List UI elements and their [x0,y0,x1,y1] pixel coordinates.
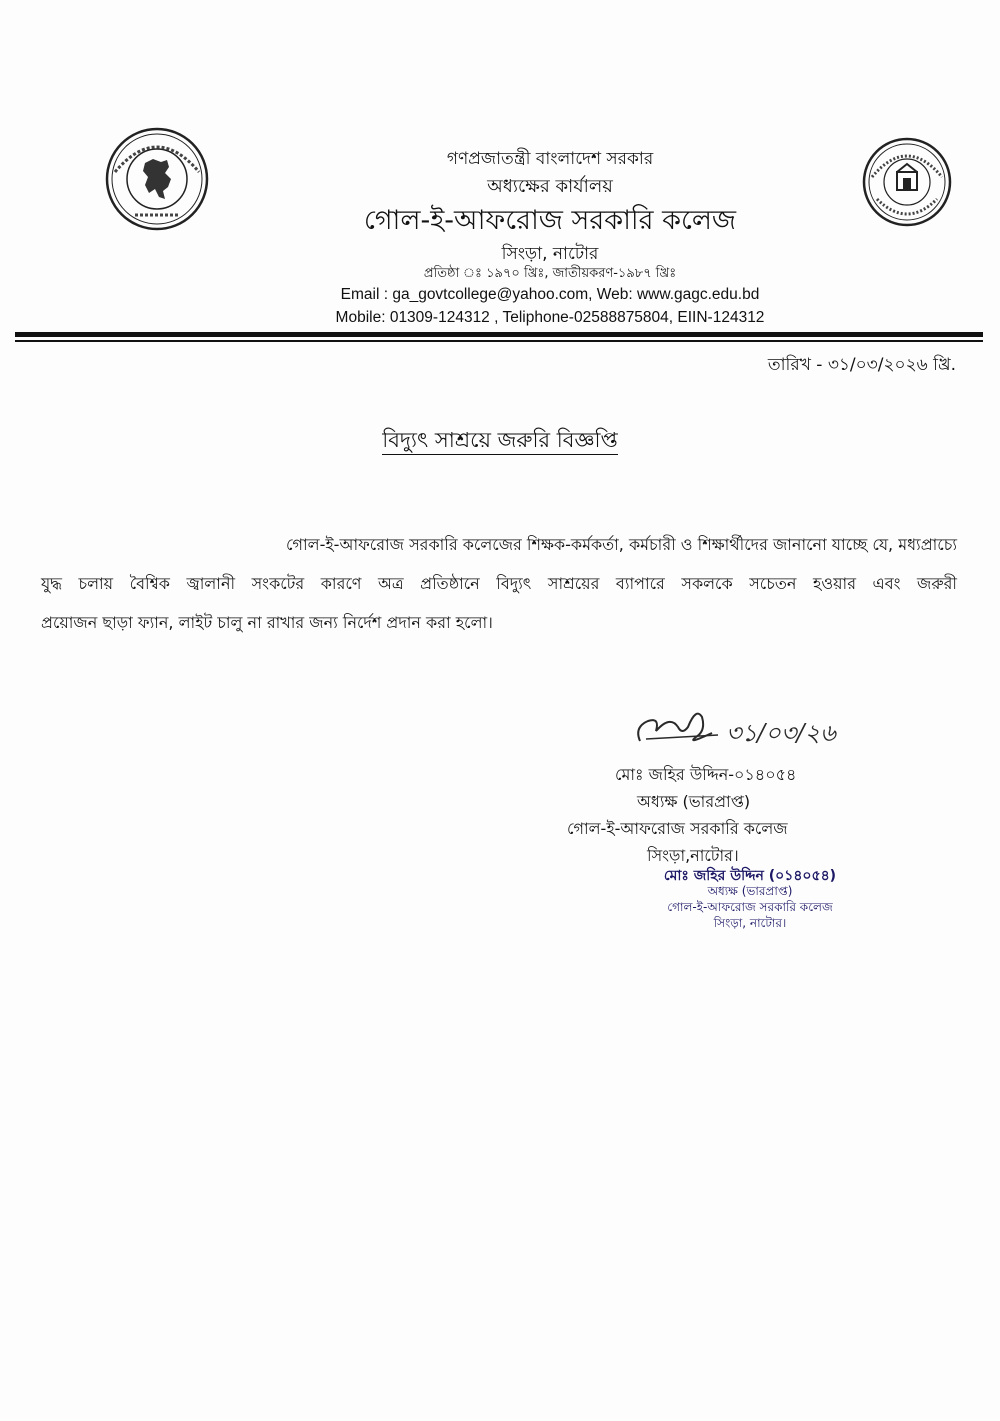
notice-body-line: গোল-ই-আফরোজ সরকারি কলেজের শিক্ষক-কর্মকর্তা, কর্মচারী ও শিক্ষার্থীদের জানানো যাচ্ছে যে, মধ্যপ্রাচ্যে [286,535,957,554]
college-name: গোল-ই-আফরোজ সরকারি কলেজ [363,205,737,236]
college-location: সিংড়া, নাটোর [501,244,599,264]
signatory-place: সিংড়া,নাটোর। [647,846,739,865]
stamp-place: সিংড়া, নাটোর। [713,916,787,930]
notice-subject [0,424,1000,459]
government-heading: গণপ্রজাতন্ত্রী বাংলাদেশ সরকার [446,149,654,169]
signatory-designation: অধ্যক্ষ (ভারপ্রাপ্ত) [637,792,751,811]
notice-body-line: যুদ্ধ চলায় বৈশ্বিক জ্বালানী সংকটের কারণে অত্র প্রতিষ্ঠানে বিদ্যুৎ সাশ্রয়ের ব্যাপারে সকলকে সচেতন হওয়ার এবং জরুরী [41,574,957,593]
establishment-info: প্রতিষ্ঠা ঃ ১৯৭০ খ্রিঃ, জাতীয়করণ-১৯৮৭ খ্রিঃ [423,266,677,281]
office-heading: অধ্যক্ষের কার্যালয় [487,176,613,197]
college-seal-icon [862,137,952,227]
signatory-name: মোঃ জহির উদ্দিন-০১৪০৫৪ [615,765,797,784]
stamp-college: গোল-ই-আফরোজ সরকারি কলেজ [667,900,833,914]
notice-date: তারিখ - ৩১/০৩/২০২৬ খ্রি. [767,355,956,375]
stamp-name: মোঃ জহির উদ্দিন (০১৪০৫৪) [663,868,837,884]
stamp-designation: অধ্যক্ষ (ভারপ্রাপ্ত) [707,884,793,898]
signatory-college: গোল-ই-আফরোজ সরকারি কলেজ [567,819,788,838]
contact-email-web: Email : ga_govtcollege@yahoo.com, Web: www.gagc.edu.bd [340,286,760,303]
header-divider-thin [15,340,983,342]
notice-subject-text: বিদ্যুৎ সাশ্রয়ে জরুরি বিজ্ঞপ্তি [382,428,618,455]
signature-date: ৩১/০৩/২৬ [726,719,836,747]
bangladesh-govt-seal-icon [105,127,209,231]
header-divider-thick [15,332,983,337]
contact-phone: Mobile: 01309-124312 , Teliphone-02588875804, EIIN-124312 [335,309,765,326]
notice-body-line: প্রয়োজন ছাড়া ফ্যান, লাইট চালু না রাখার জন্য নির্দেশ প্রদান করা হলো। [41,613,493,632]
handwritten-signature-icon [626,697,926,757]
